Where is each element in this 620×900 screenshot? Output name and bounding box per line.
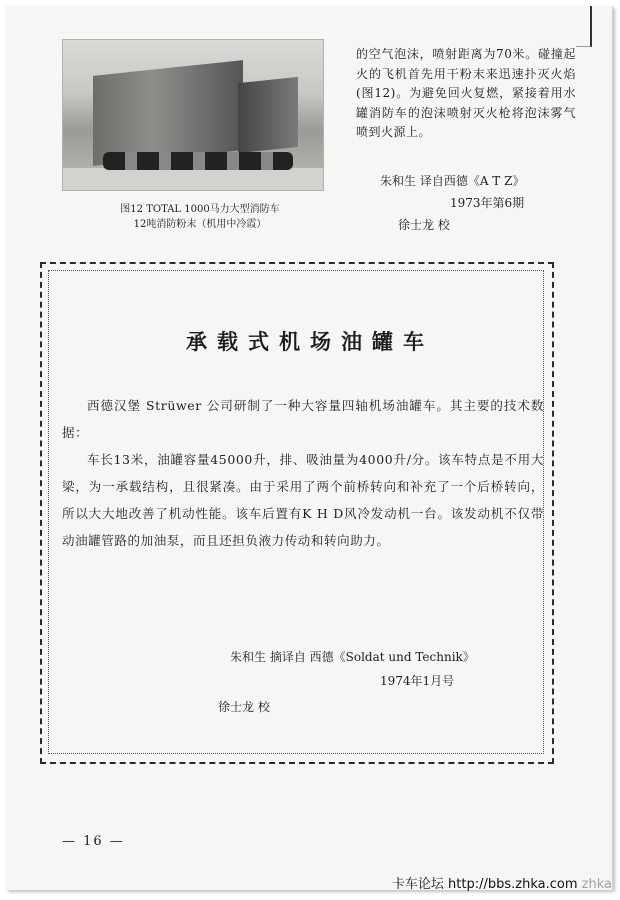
watermark-text: 卡车论坛 http://bbs.zhka.com [391,877,578,892]
article-body [62,392,544,554]
figure-caption-line1: 图12 TOTAL 1000马力大型消防车 [120,204,280,215]
top-byline [380,170,580,236]
article-byline-proofreader: 徐士龙 校 [218,700,270,714]
top-byline-issue: 1973年第6期 [450,196,525,210]
truck-cab-shape [238,77,298,153]
top-byline-credit: 朱和生 译自西德《A T Z》 [380,174,525,188]
top-byline-proofreader: 徐士龙 校 [398,218,450,232]
figure-caption-line2: 12吨消防粉末（机用中冷霞） [133,219,267,230]
top-right-paragraph: 的空气泡沫，喷射距离为70米。碰撞起火的飞机首先用干粉末来迅速扑灭火焰(图12)。为避免回火复燃，紧接着用水罐消防车的泡沫喷射灭火枪将泡沫雾气喷到火源上。 [356,47,576,139]
forum-watermark [392,873,612,892]
fire-truck-photo [62,39,324,191]
page-edge-marks [576,6,592,47]
article-byline-credit: 朱和生 摘译自 西德《Soldat und Technik》 [230,650,475,664]
page-number: — 16 — [62,834,125,849]
truck-body-shape [93,60,243,166]
photo-ground [63,168,323,190]
article-paragraph-2: 车长13米，油罐容量45000升，排、吸油量为4000升/分。该车特点是不用大梁，为一承载结构，且很紧凑。由于采用了两个前桥转向和补充了一个后桥转向，所以大大地改善了机动性能。该车后置有K H D风冷发动机一台。该发动机不仅带动油罐管路的加油泵，而且还担负液力传动和转向助力。 [62,452,544,548]
article-byline [218,645,550,719]
watermark-ghost-text: zhka [581,877,612,892]
article-byline-issue: 1974年1月号 [380,674,455,688]
article-paragraph-1: 西德汉堡 Strüwer 公司研制了一种大容量四轴机场油罐车。其主要的技术数据： [62,398,544,440]
truck-wheels-shape [103,152,293,170]
article-title: 承载式机场油罐车 [186,329,434,354]
figure-caption [80,202,320,232]
